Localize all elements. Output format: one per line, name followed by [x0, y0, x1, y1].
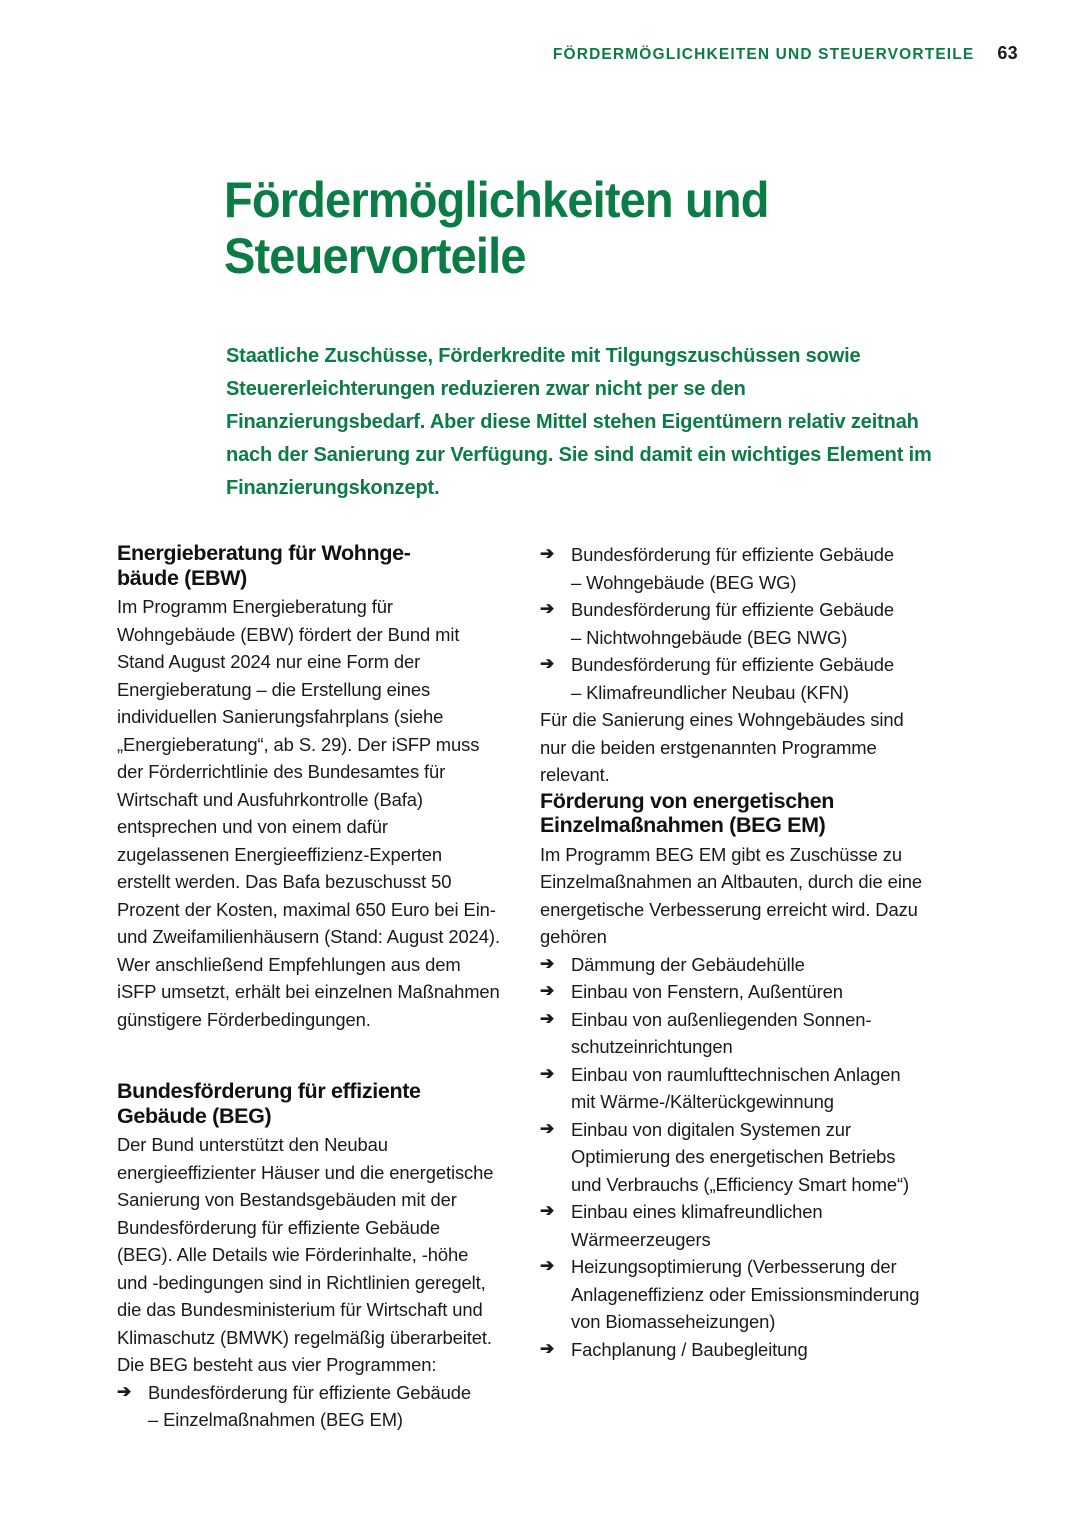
- list-item-text: Dämmung der Gebäudehülle: [571, 953, 805, 975]
- section-heading-beg: [117, 1079, 500, 1128]
- beg-em-measures-list: [540, 951, 923, 1364]
- list-item-text: Einbau von digitalen Systemen zur Optimierung des energetischen Betriebs und Verbrauchs („Efficiency Smart home“): [571, 1118, 910, 1195]
- arrow-bullet-icon: ➔: [540, 544, 555, 563]
- list-item: [540, 596, 923, 651]
- arrow-bullet-icon: ➔: [540, 953, 555, 973]
- list-item-text: Heizungsoptimierung (Verbesserung der Anlageneffizienz oder Emissionsminderung von Biomasseheizungen): [571, 1256, 920, 1333]
- arrow-bullet-icon: ➔: [540, 599, 555, 619]
- list-item-text: Bundesförderung für effiziente Gebäude: [571, 599, 895, 621]
- section-heading-ebw: [117, 541, 500, 590]
- list-item: [540, 1061, 923, 1116]
- list-item: [540, 978, 923, 1006]
- section-heading-beg-line-2: Gebäude (BEG): [117, 1103, 272, 1128]
- arrow-bullet-icon: ➔: [540, 1338, 555, 1358]
- list-item-continuation: – Nichtwohngebäude (BEG NWG): [571, 626, 848, 648]
- list-item-continuation: – Einzelmaßnahmen (BEG EM): [148, 1409, 403, 1431]
- section-beg: [117, 1079, 500, 1434]
- list-item-text: Bundesförderung für effiziente Gebäude: [571, 544, 895, 565]
- list-item: [540, 541, 923, 596]
- list-item-continuation: schutzeinrichtungen: [571, 1036, 733, 1058]
- list-item: [540, 951, 923, 979]
- title-block: [224, 172, 924, 284]
- list-item-text: Fachplanung / Baubegleitung: [571, 1338, 808, 1360]
- list-item-continuation: – Klimafreundlicher Neubau (KFN): [571, 681, 849, 703]
- beg-program-list-left: [117, 1379, 500, 1434]
- list-item: [540, 1006, 923, 1061]
- arrow-bullet-icon: ➔: [540, 1063, 555, 1083]
- page-title-line-2: Steuervorteile: [224, 228, 526, 284]
- list-item: [540, 1198, 923, 1253]
- arrow-bullet-icon: ➔: [540, 1118, 555, 1138]
- list-item-text: Einbau eines klimafreundlichen Wärmeerzeugers: [571, 1201, 823, 1250]
- list-item: [540, 1336, 923, 1364]
- list-item-continuation: – Wohngebäude (BEG WG): [571, 571, 797, 593]
- column-right: [540, 541, 923, 1434]
- arrow-bullet-icon: ➔: [540, 1008, 555, 1028]
- list-item-text: Einbau von raumlufttechnischen Anlagen: [571, 1063, 901, 1085]
- running-head-title: FÖRDERMÖGLICHKEITEN UND STEUERVORTEILE: [552, 46, 975, 63]
- page-title: [224, 172, 882, 284]
- body-columns: [117, 541, 957, 1434]
- section-heading-beg-em-line-1: Förderung von energetischen: [540, 788, 834, 813]
- lede-paragraph: Staatliche Zuschüsse, Förderkredite mit Tilgungszuschüssen sowie Steuererleichterungen reduzieren zwar nicht per se den Finanzierungsbedarf. Aber diese Mittel stehen Eigentümern relativ zeitnah nach der Sanierung zur Verfügung. Sie sind damit ein wichtiges Element im Finanzierungskonzept.: [226, 343, 932, 500]
- page-number: 63: [997, 43, 1018, 63]
- list-item-text: Bundesförderung für effiziente Gebäude: [148, 1381, 472, 1403]
- list-item-text: Einbau von außenliegenden Sonnen-: [571, 1008, 872, 1030]
- arrow-bullet-icon: ➔: [117, 1381, 132, 1401]
- beg-program-list-right: [540, 541, 923, 706]
- list-item: [540, 651, 923, 706]
- section-heading-ebw-line-1: Energieberatung für Wohnge-: [117, 541, 411, 565]
- section-heading-ebw-line-2: bäude (EBW): [117, 565, 247, 590]
- page-title-line-1: Fördermöglichkeiten und: [224, 172, 769, 228]
- list-item: [117, 1379, 500, 1434]
- list-item: [540, 1116, 923, 1199]
- arrow-bullet-icon: ➔: [540, 1256, 555, 1276]
- column-left: [117, 541, 500, 1434]
- arrow-bullet-icon: ➔: [540, 1201, 555, 1221]
- section-beg-em: [540, 789, 923, 1364]
- section-body-ebw: Im Programm Energieberatung für Wohngebäude (EBW) fördert der Bund mit Stand August 2024 nur eine Form der Energieberatung – die Erstellung eines individuellen Sanierungsfahrplans (siehe „Energieberatung“, ab S. 29). Der iSFP muss der Förderrichtlinie des Bundesamtes für Wirtschaft und Ausfuhrkontrolle (Bafa) entsprechen und von einem dafür zugelassenen Energieeffizienz-Experten erstellt werden. Das Bafa bezuschusst 50 Prozent der Kosten, maximal 650 Euro bei Ein- und Zweifamilienhäusern (Stand: August 2024). Wer anschließend Empfehlungen aus dem iSFP umsetzt, erhält bei einzelnen Maßnahmen günstigere Förderbedingungen.: [117, 596, 500, 1030]
- list-item-continuation: mit Wärme-/Kälterückgewinnung: [571, 1091, 834, 1113]
- arrow-bullet-icon: ➔: [540, 981, 555, 1001]
- list-item-text: Einbau von Fenstern, Außentüren: [571, 981, 843, 1003]
- section-body-beg: Der Bund unterstützt den Neubau energieeffizienter Häuser und die energetische Sanierung von Bestandsgebäuden mit der Bundesförderung für effiziente Gebäude (BEG). Alle Details wie Förderinhalte, -höhe und -bedingungen sind in Richtlinien geregelt, die das Bundesministerium für Wirtschaft und Klimaschutz (BMWK) regelmäßig überarbeitet. Die BEG besteht aus vier Programmen:: [117, 1134, 494, 1376]
- list-item: [540, 1253, 923, 1336]
- running-head: [553, 43, 1018, 64]
- section-heading-beg-line-1: Bundesförderung für effiziente: [117, 1079, 421, 1104]
- beg-relevance-note: Für die Sanierung eines Wohngebäudes sind nur die beiden erstgenannten Programme relevant.: [540, 709, 904, 786]
- section-ebw: [117, 541, 500, 1033]
- section-heading-beg-em: [540, 789, 923, 838]
- arrow-bullet-icon: ➔: [540, 654, 555, 674]
- section-heading-beg-em-line-2: Einzelmaßnahmen (BEG EM): [540, 813, 826, 838]
- list-item-text: Bundesförderung für effiziente Gebäude: [571, 654, 895, 676]
- section-body-beg-em: Im Programm BEG EM gibt es Zuschüsse zu Einzelmaßnahmen an Altbauten, durch die eine energetische Verbesserung erreicht wird. Dazu gehören: [540, 843, 923, 948]
